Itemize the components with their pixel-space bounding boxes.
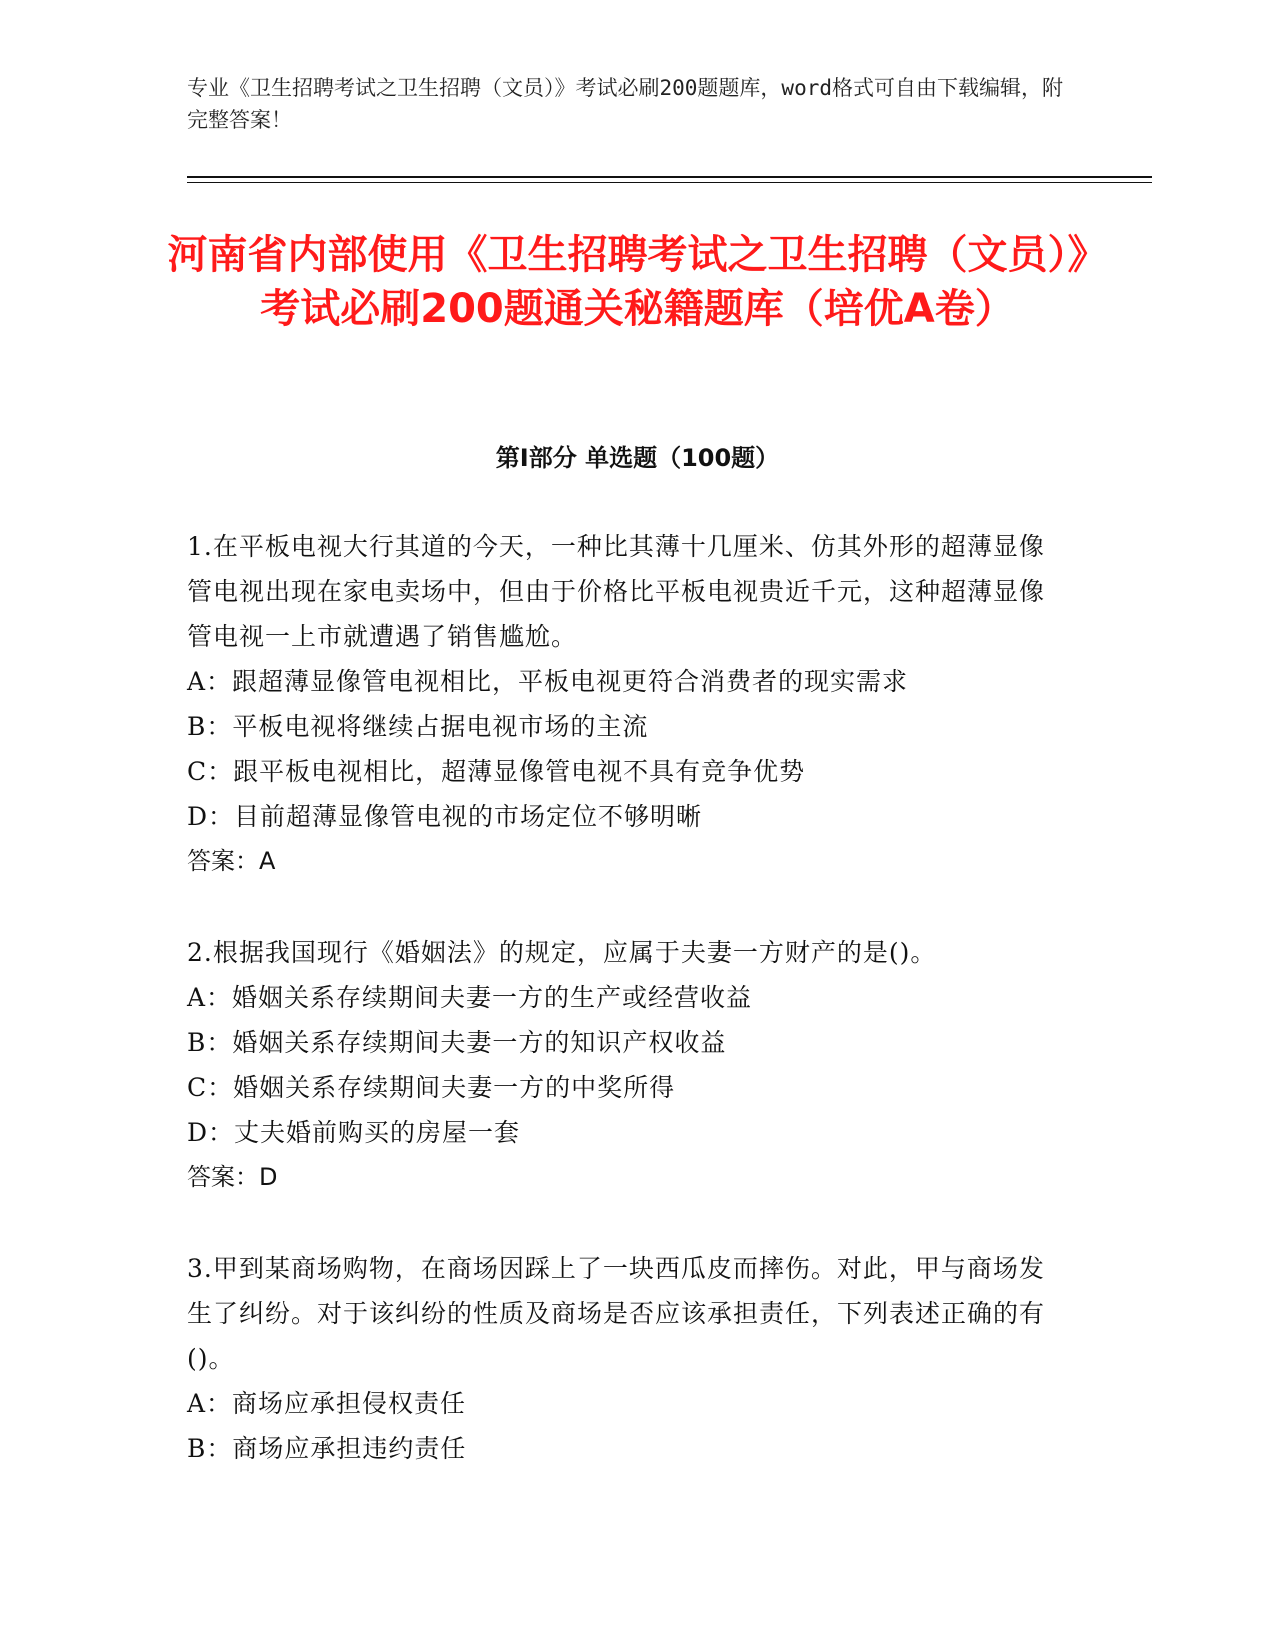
option-a: A：婚姻关系存续期间夫妻一方的生产或经营收益 — [187, 983, 753, 1012]
header-rule-thick — [187, 176, 1152, 178]
question-3 — [187, 1246, 1067, 1471]
option-c: C：跟平板电视相比，超薄显像管电视不具有竞争优势 — [187, 757, 806, 786]
option-b: B：婚姻关系存续期间夫妻一方的知识产权收益 — [187, 1028, 727, 1057]
header-rule-thin — [187, 182, 1152, 183]
question-stem: 2.根据我国现行《婚姻法》的规定，应属于夫妻一方财产的是()。 — [187, 938, 937, 967]
option-b: B：商场应承担违约责任 — [187, 1434, 467, 1463]
option-a: A：跟超薄显像管电视相比，平板电视更符合消费者的现实需求 — [187, 667, 909, 696]
question-stem: 3.甲到某商场购物，在商场因踩上了一块西瓜皮而摔伤。对此，甲与商场发生了纠纷。对于该纠纷的性质及商场是否应该承担责任，下列表述正确的有()。 — [187, 1254, 1046, 1373]
question-list — [187, 524, 1067, 1517]
answer: 答案：D — [187, 1163, 278, 1191]
option-d: D：丈夫婚前购买的房屋一套 — [187, 1118, 521, 1147]
option-c: C：婚姻关系存续期间夫妻一方的中奖所得 — [187, 1073, 676, 1102]
header-note: 专业《卫生招聘考试之卫生招聘（文员）》考试必刷200题题库，word格式可自由下载编辑，附完整答案！ — [187, 76, 1063, 132]
option-d: D：目前超薄显像管电视的市场定位不够明晰 — [187, 802, 703, 831]
question-2 — [187, 930, 1067, 1200]
answer: 答案：A — [187, 847, 276, 875]
option-a: A：商场应承担侵权责任 — [187, 1389, 467, 1418]
question-stem: 1.在平板电视大行其道的今天，一种比其薄十几厘米、仿其外形的超薄显像管电视出现在家电卖场中，但由于价格比平板电视贵近千元，这种超薄显像管电视一上市就遭遇了销售尴尬。 — [187, 532, 1046, 651]
document-title: 河南省内部使用《卫生招聘考试之卫生招聘（文员）》考试必刷200题通关秘籍题库（培优A卷） — [167, 232, 1108, 332]
section-title: 第Ⅰ部分 单选题（100题） — [495, 444, 780, 472]
option-b: B：平板电视将继续占据电视市场的主流 — [187, 712, 649, 741]
question-1 — [187, 524, 1067, 884]
